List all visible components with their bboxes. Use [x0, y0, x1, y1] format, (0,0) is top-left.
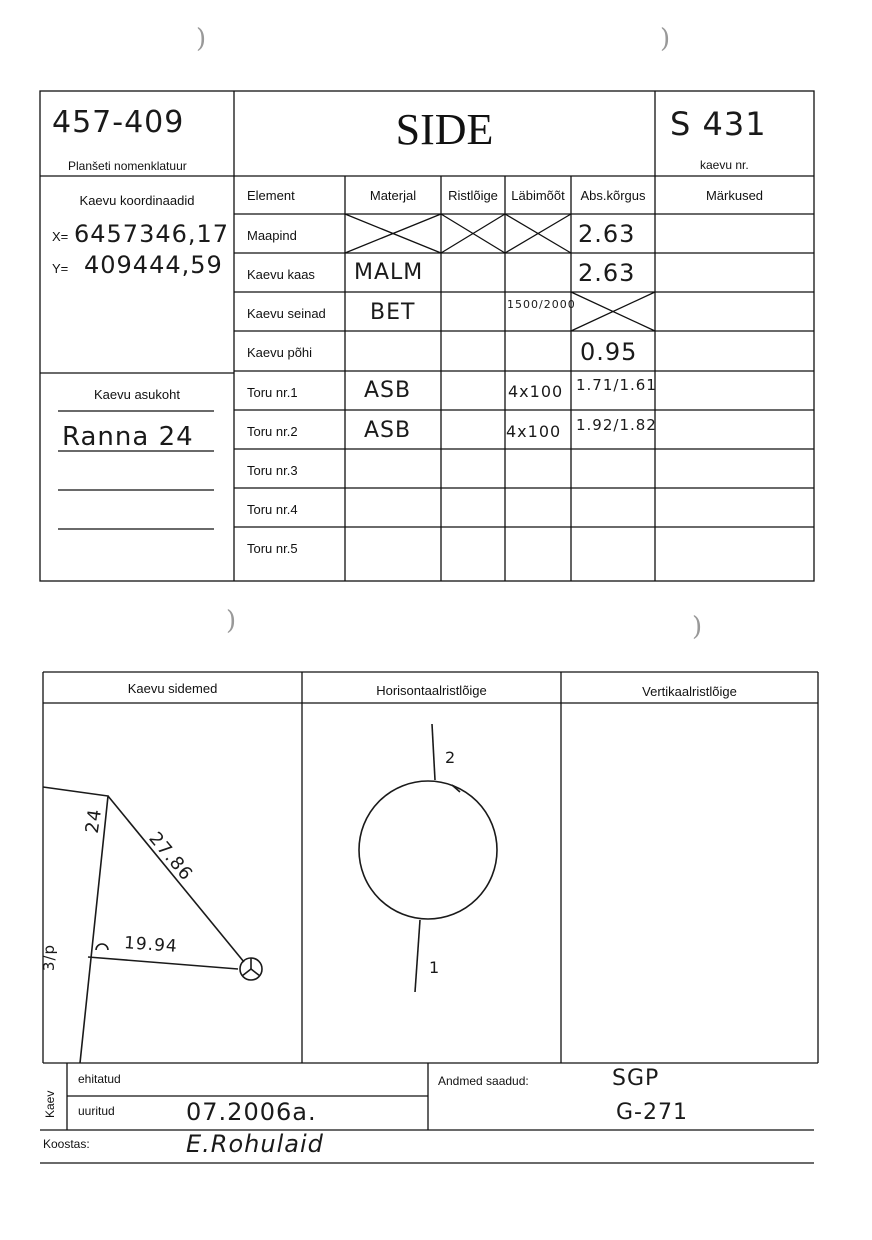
diagonal-distance-label: 27.86	[144, 828, 197, 886]
row-element: Maapind	[247, 228, 297, 243]
pipe-top-label: 2	[445, 748, 457, 767]
cell-diameter: 1500/2000	[507, 298, 576, 311]
row-element: Toru nr.1	[247, 385, 298, 400]
surveyed-label: uuritud	[78, 1104, 115, 1118]
form-title: SIDE	[395, 105, 494, 154]
cell-diameter: 4x100	[508, 382, 564, 401]
cell-material: ASB	[364, 418, 412, 443]
well-number-label: kaevu nr.	[700, 158, 749, 172]
building-label: 24	[81, 807, 107, 835]
well-number-value: S 431	[670, 105, 767, 143]
section-horizontal-header: Horisontaalristlõige	[376, 683, 487, 698]
punch-mark: )	[226, 606, 237, 636]
y-value: 409444,59	[84, 251, 223, 279]
punch-mark: )	[196, 24, 207, 54]
data-received-value-2: G-271	[616, 1100, 688, 1125]
col-header-cross-section: Ristlõige	[448, 188, 498, 203]
cell-abs-height: 1.71/1.61	[576, 376, 657, 394]
cell-abs-height: 0.95	[580, 338, 638, 366]
location-value: Ranna 24	[62, 422, 194, 452]
punch-mark: )	[660, 24, 671, 54]
col-header-element: Element	[247, 188, 295, 203]
pipe-1-line	[415, 920, 420, 992]
horizontal-distance-label: 19.94	[123, 933, 179, 957]
section-connections-header: Kaevu sidemed	[127, 681, 218, 696]
side-label: 3/p	[40, 943, 59, 972]
cell-abs-height: 2.63	[578, 259, 636, 287]
compiled-label: Koostas:	[43, 1137, 90, 1151]
col-header-diameter: Läbimõõt	[511, 188, 565, 203]
data-received-value-1: SGP	[612, 1066, 660, 1091]
data-received-label: Andmed saadud:	[438, 1074, 529, 1088]
coordinates-label: Kaevu koordinaadid	[79, 193, 195, 208]
x-prefix: X=	[52, 229, 69, 244]
section-vertical-header: Vertikaalristlõige	[642, 684, 737, 699]
well-side-label: Kaev	[43, 1090, 57, 1118]
row-element: Toru nr.4	[247, 502, 298, 517]
punch-mark: )	[692, 612, 703, 642]
pipe-bottom-label: 1	[429, 958, 441, 977]
row-element: Kaevu põhi	[247, 345, 313, 360]
row-element: Toru nr.5	[247, 541, 298, 556]
col-header-material: Materjal	[369, 188, 417, 203]
row-element: Kaevu seinad	[247, 306, 326, 321]
cell-abs-height: 2.63	[578, 220, 636, 248]
well-circle	[359, 781, 497, 919]
cell-material: ASB	[364, 378, 412, 403]
x-value: 6457346,17	[74, 220, 230, 248]
y-prefix: Y=	[52, 261, 69, 276]
col-header-abs-height: Abs.kõrgus	[580, 188, 646, 203]
nomenclature-label: Planšeti nomenklatuur	[68, 159, 187, 173]
built-label: ehitatud	[78, 1072, 121, 1086]
nomenclature-value: 457-409	[52, 105, 185, 140]
cell-diameter: 4x100	[506, 422, 562, 441]
cell-material: MALM	[354, 260, 424, 285]
cell-material: BET	[370, 300, 416, 325]
row-element: Toru nr.3	[247, 463, 298, 478]
surveyed-value: 07.2006a.	[186, 1098, 317, 1126]
cell-abs-height: 1.92/1.82	[576, 416, 657, 434]
row-element: Kaevu kaas	[247, 267, 315, 282]
pipe-2-line	[432, 724, 435, 780]
col-header-notes: Märkused	[705, 188, 764, 203]
compiled-value: E.Rohulaid	[186, 1130, 324, 1158]
row-element: Toru nr.2	[247, 424, 298, 439]
location-label: Kaevu asukoht	[93, 387, 180, 402]
